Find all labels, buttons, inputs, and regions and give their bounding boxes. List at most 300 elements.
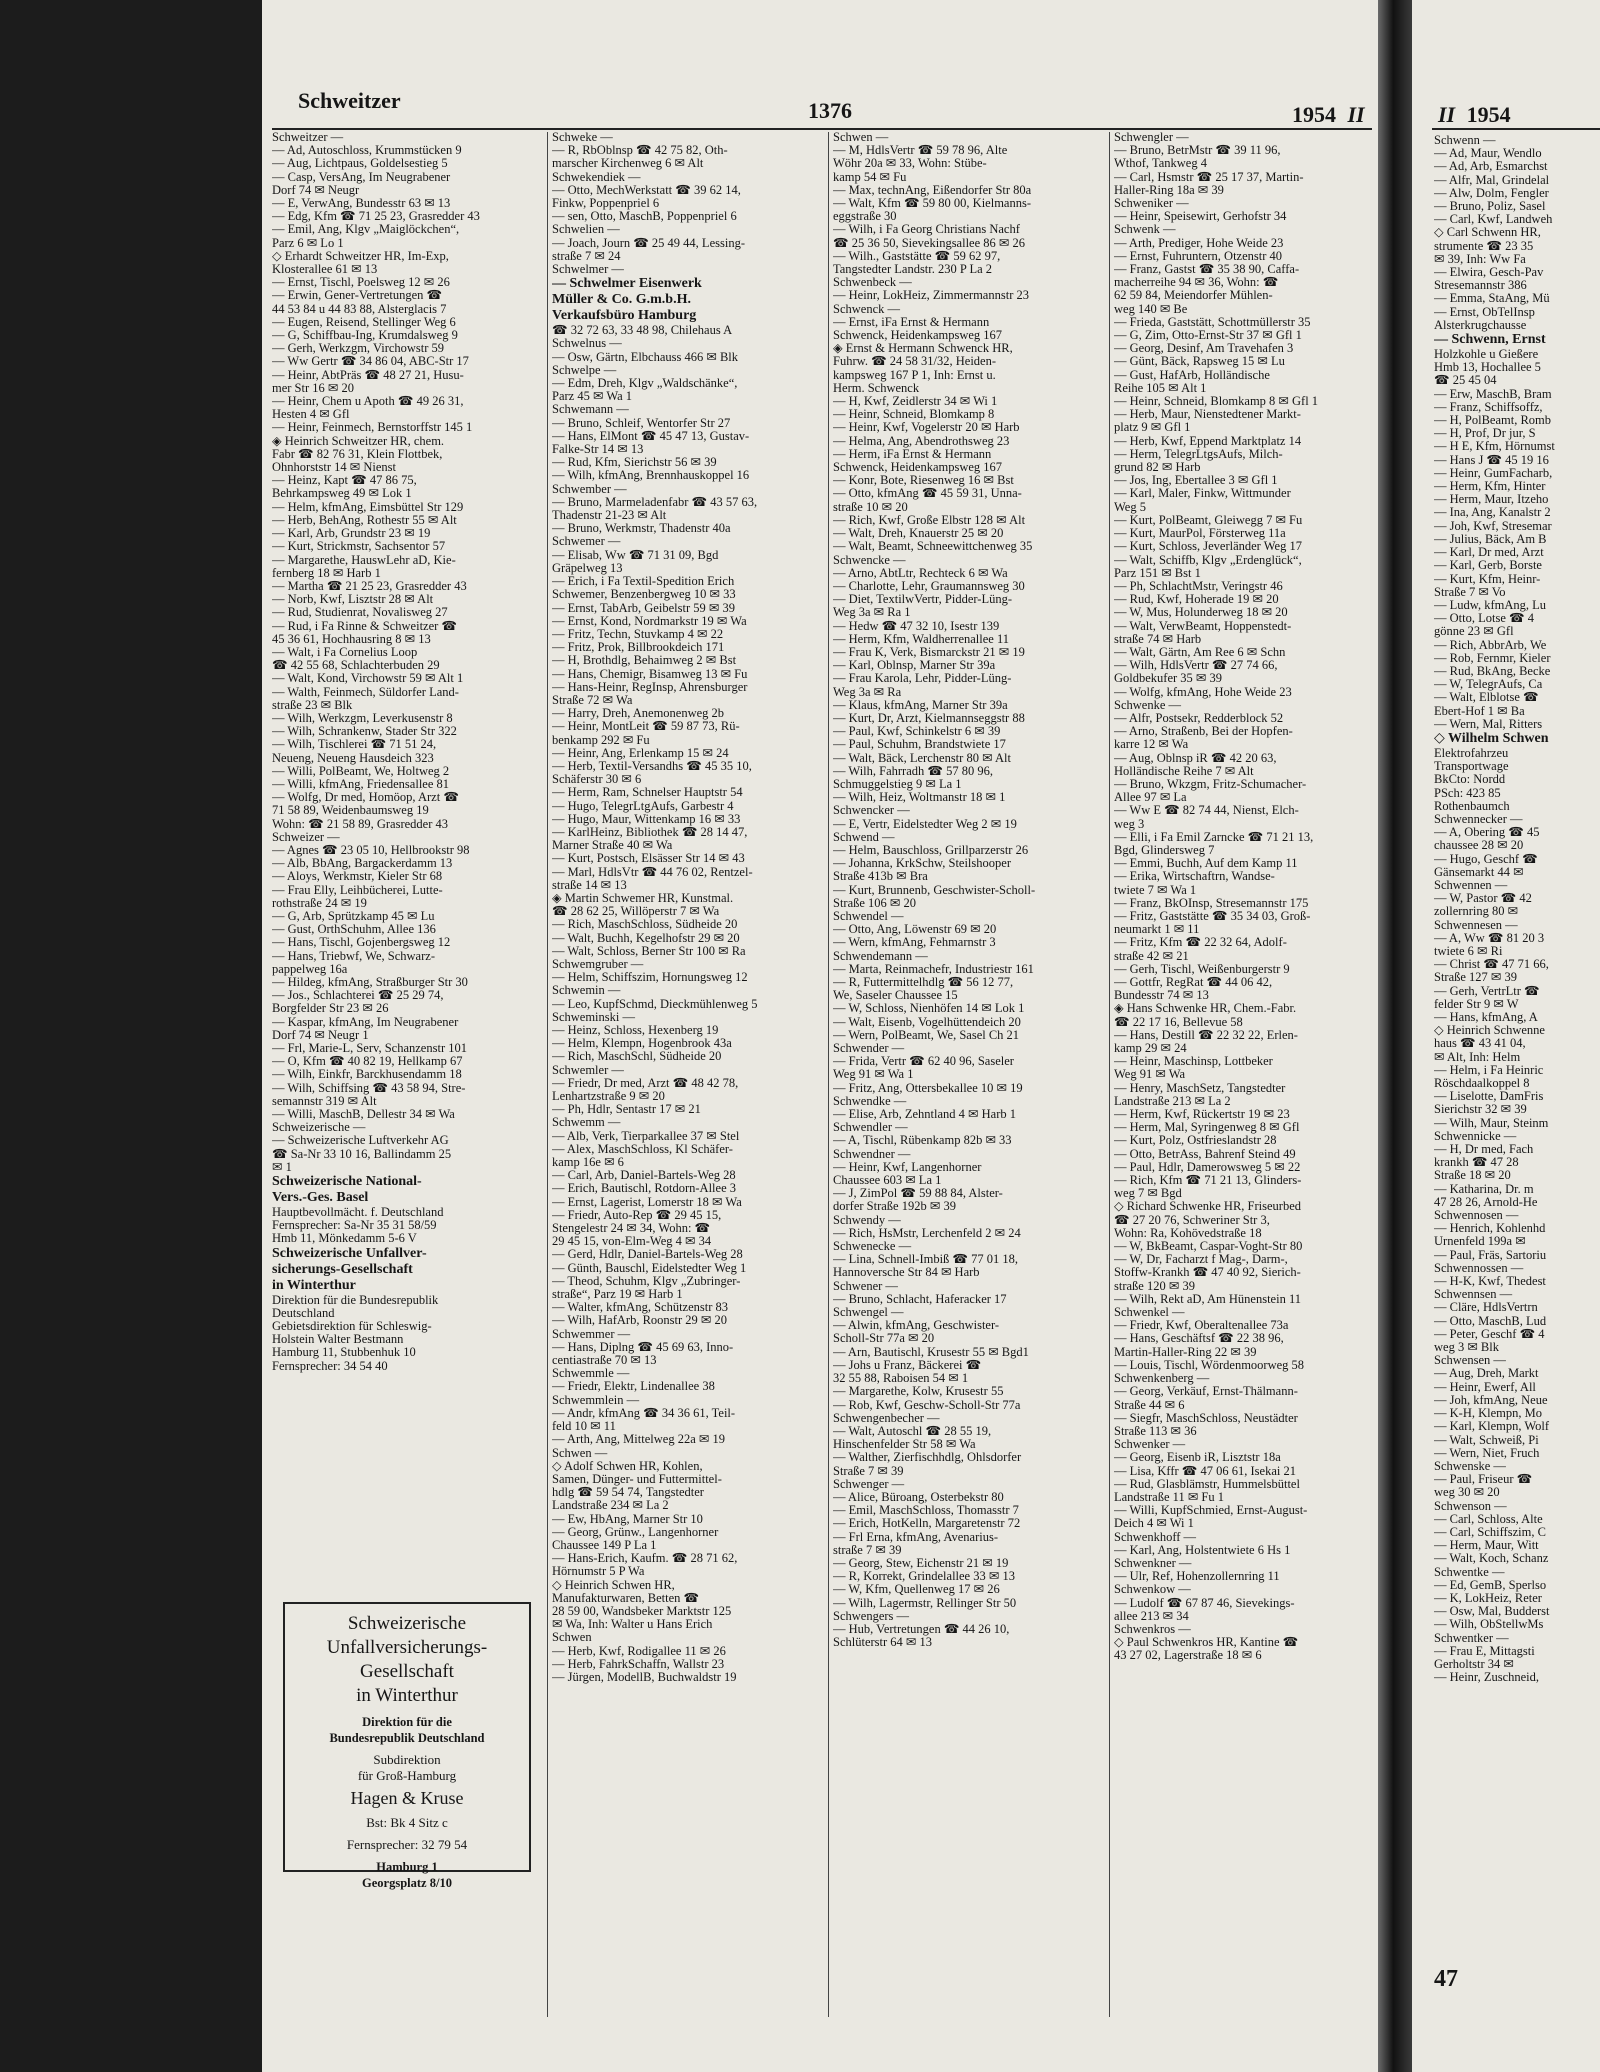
entry-line: — Ph, Hdlr, Sentastr 17 ✉ 21 [552,1103,701,1117]
entry-line: Schwencker — [833,804,910,818]
entry-line: — K-H, Klempn, Mo [1434,1407,1542,1421]
entry-line: Urnenfeld 199a ✉ [1434,1235,1526,1249]
entry-line: — Hugo, Maur, Wittenkamp 16 ✉ 33 [552,812,741,826]
ad-line: Georgsplatz 8/10 [362,1876,452,1890]
entry-line: — A, Tischl, Rübenkamp 82b ✉ 33 [833,1134,1012,1148]
entry-line: — Herm, Maur, Itzeho [1434,493,1549,507]
entry-line: kamp 16e ✉ 6 [552,1156,624,1170]
entry-line: kamp 29 ✉ 24 [1114,1042,1187,1056]
entry-line: rothstraße 24 ✉ 19 [272,896,367,910]
entry-line: Schmuggelstieg 9 ✉ La 1 [833,777,962,791]
entry-line: — Heinr, Schneid, Blomkamp 8 ✉ Gfl 1 [1114,395,1319,409]
entry-line: ✉ Wa, Inh: Walter u Hans Erich [552,1618,713,1632]
entry-line: chaussee 28 ✉ 20 [1434,839,1524,853]
entry-line: — Wolfg, Dr med, Homöop, Arzt ☎ [272,791,459,805]
entry-line: — Wilh, Lagermstr, Rellinger Str 50 [833,1596,1017,1610]
entry-line: — Walther, Zierfischhdlg, Ohlsdorfer [833,1451,1022,1465]
column-divider [1109,132,1110,2017]
entry-line: Stengelestr 24 ✉ 34, Wohn: ☎ [552,1222,711,1236]
entry-line: — G, Arb, Sprützkamp 45 ✉ Lu [272,909,435,923]
entry-line: straße 10 ✉ 20 [833,500,908,514]
entry-line: — Hildeg, kfmAng, Straßburger Str 30 [272,976,468,989]
entry-line: — Erich, Bautischl, Rotdorn-Allee 3 [552,1182,736,1196]
entry-line: 28 59 00, Wandsbeker Marktstr 125 [552,1604,732,1618]
entry-line: — Otto, Lotse ☎ 4 [1434,612,1534,626]
entry-line: — Heinr, Speisewirt, Gerhofstr 34 [1114,210,1287,224]
entry-line: — Otto, BetrAss, Bahrenf Steind 49 [1114,1147,1296,1161]
entry-line: ◇ Adolf Schwen HR, Kohlen, [552,1459,703,1473]
page-header-year [1292,102,1365,128]
entry-line: straße 7 ✉ 39 [833,1543,902,1557]
entry-line: Schwenson — [1434,1499,1507,1513]
entry-line: Schwenske — [1434,1459,1506,1473]
entry-line: — W, Schloss, Nienhöfen 14 ✉ Lok 1 [833,1002,1025,1016]
entry-line: Parz 6 ✉ Lo 1 [272,236,344,250]
entry-line: — Wilh, Fahrradh ☎ 57 80 96, [833,764,993,778]
entry-line: — Wern, PolBeamt, We, Sasel Ch 21 [833,1028,1020,1042]
entry-line: — Kaspar, kfmAng, Im Neugrabener [272,1015,459,1029]
entry-line: — Hans, Geschäftsf ☎ 22 38 96, [1114,1332,1284,1346]
entry-line: — Heinr, Feinmech, Bernstorffstr 145 1 [272,421,473,435]
entry-line: straße“, Parz 19 ✉ Harb 1 [552,1288,683,1302]
entry-line: Schwelnus — [552,337,622,351]
entry-line: — Bruno, Wkzgm, Fritz-Schumacher- [1114,777,1307,791]
entry-line: semannstr 319 ✉ Alt [272,1094,377,1108]
entry-line: — Elwira, Gesch-Pav [1434,266,1544,280]
entry-line: — Helm, i Fa Heinric [1434,1063,1544,1077]
entry-line: — Heinr, MontLeit ☎ 59 87 73, Rü- [552,720,740,734]
entry-line: — Theod, Schuhm, Klgv „Zubringer- [552,1274,741,1288]
entry-line: — Konr, Bote, Riesenweg 16 ✉ Bst [833,474,1014,488]
entry-line: ☎ 25 45 04 [1434,374,1497,388]
entry-line: Elektrofahrzeu [1434,746,1509,760]
entry-line: Haller-Ring 18a ✉ 39 [1114,183,1224,197]
entry-line: Schweizerische National- [272,1174,422,1190]
entry-line: — Herm, Kfm, Waldherrenallee 11 [833,632,1010,646]
entry-line: — Karl, Ang, Holstentwiete 6 Hs 1 [1114,1543,1291,1557]
entry-line: — Heinr, Zuschneid, [1434,1671,1540,1685]
entry-line: — W, TelegrAufs, Ca [1434,678,1543,692]
entry-line: — Joh, Kwf, Stresemar [1434,519,1552,533]
entry-line: — Carl, Schloss, Alte [1434,1512,1543,1526]
entry-line: — Walt, Eisenb, Vogelhüttendeich 20 [833,1015,1021,1029]
entry-line: mer Str 16 ✉ 20 [272,381,354,395]
entry-line: twiete 6 ✉ Ri [1434,944,1503,958]
entry-line: Schwelpe — [552,363,617,377]
entry-line: — Diet, TextilwVertr, Pidder-Lüng- [833,593,1013,607]
entry-line: Weg 5 [1114,500,1146,514]
entry-line: Schwenkow — [1114,1583,1191,1597]
entry-line: Deutschland [272,1306,335,1320]
entry-line: — Herm, Kfm, Hinter [1434,480,1546,494]
entry-line: Manufakturwaren, Betten ☎ [552,1591,700,1605]
entry-line: — Lina, Schnell-Imbiß ☎ 77 01 18, [833,1253,1018,1267]
entry-line: Schwen [552,1631,592,1645]
entry-line: — Hans, Destill ☎ 22 32 22, Erlen- [1114,1028,1298,1042]
entry-line: — Ew, HbAng, Marner Str 10 [552,1512,703,1526]
entry-line: — Herb, Kwf, Eppend Marktplatz 14 [1114,434,1302,448]
entry-line: — Margarethe, HauswLehr aD, Kie- [272,553,456,567]
entry-line: — Günt, Bäck, Rapsweg 15 ✉ Lu [1114,355,1285,369]
entry-line: — Emil, MaschSchloss, Thomasstr 7 [833,1504,1019,1518]
entry-line: — Walt, Gärtn, Am Ree 6 ✉ Schn [1114,645,1286,659]
entry-line: — Aug, Lichtpaus, Goldelsestieg 5 [272,157,448,171]
column-4 [1114,131,1386,1663]
entry-line: — Margarethe, Kolw, Krusestr 55 [833,1385,1004,1399]
entry-line: Chaussee 603 ✉ La 1 [833,1174,942,1188]
entry-line: Schwenkhoff — [1114,1530,1197,1544]
entry-line: straße 74 ✉ Harb [1114,632,1202,646]
entry-line: — Lisa, Kffr ☎ 47 06 61, Isekai 21 [1114,1464,1296,1478]
entry-line: — H, PolBeamt, Romb [1434,414,1552,428]
entry-line: Dorf 74 ✉ Neugr [272,183,360,197]
entry-line: Holländische Reihe 7 ✉ Alt [1114,764,1254,778]
entry-line: — Peter, Geschf ☎ 4 [1434,1327,1545,1341]
entry-line: — Otto, MechWerkstatt ☎ 39 62 14, [552,183,741,197]
entry-line: — Rich, HsMstr, Lerchenfeld 2 ✉ 24 [833,1226,1021,1240]
entry-line: Schwelmer — [552,263,624,277]
entry-line: Straße 18 ✉ 20 [1434,1169,1511,1183]
entry-line: — Walt, Schiffb, Klgv „Erdenglück“, [1114,553,1302,567]
entry-line: — Georg, Desinf, Am Travehafen 3 [1114,342,1294,356]
entry-line: — Bruno, Poliz, Sasel [1434,200,1546,214]
entry-line: — Alw, Dolm, Fengler [1434,186,1549,200]
entry-line: — Ernst, TabArb, Geibelstr 59 ✉ 39 [552,601,735,615]
entry-line: kampsweg 167 P 1, Inh: Ernst u. [833,368,996,382]
entry-line: — Ulr, Ref, Hohenzollernring 11 [1114,1570,1280,1584]
entry-line: — Wern, kfmAng, Fehmarnstr 3 [833,936,996,950]
entry-line: Schwennossen — [1434,1261,1524,1275]
entry-line: — Liselotte, DamFris [1434,1090,1544,1104]
entry-line: — Ina, Ang, Kanalstr 2 [1434,506,1551,520]
entry-line: Schwemmlein — [552,1393,640,1407]
entry-line: — Bruno, Marmeladenfabr ☎ 43 57 63, [552,495,758,509]
page-header-title: Schweitzer [298,88,401,113]
entry-line: Schwentke — [1434,1565,1505,1579]
entry-line: — Gerh, VertrLtr ☎ [1434,984,1540,998]
entry-line: Direktion für die Bundesrepublik [272,1293,439,1307]
entry-line: — Max, technAng, Eißendorfer Str 80a [833,183,1032,197]
entry-line: — Ed, GemB, Sperlso [1434,1578,1547,1592]
entry-line: Schweitzer — [272,131,344,144]
entry-line: — Siegfr, MaschSchloss, Neustädter [1114,1411,1298,1425]
entry-line: — Fritz, Gaststätte ☎ 35 34 03, Groß- [1114,909,1311,923]
entry-line: Alsterkrugchausse [1434,318,1527,332]
entry-line: — H, Prof, Dr jur, S [1434,427,1536,441]
entry-line: — Herm, Ram, Schnelser Hauptstr 54 [552,786,743,800]
entry-line: — Carl, Schiffszim, C [1434,1525,1546,1539]
entry-line: — Wilh, Maur, Steinm [1434,1116,1549,1130]
entry-line: — Norb, Kwf, Lisztstr 28 ✉ Alt [272,593,434,607]
entry-line: Tangstedter Landstr. 230 P La 2 [833,263,993,277]
entry-line: — Heinr, AbtPräs ☎ 48 27 21, Husu- [272,368,464,382]
header-volume-right: II [1438,102,1456,127]
entry-line: 29 45 15, von-Elm-Weg 4 ✉ 34 [552,1235,712,1249]
entry-line: BkCto: Nordd [1434,773,1506,787]
entry-line: — H, Kwf, Zeidlerstr 34 ✉ Wi 1 [833,395,998,409]
entry-line: Martin-Haller-Ring 22 ✉ 39 [1114,1345,1257,1359]
entry-line: — Walt, Kond, Virchowstr 59 ✉ Alt 1 [272,672,464,686]
header-year-right: 1954 [1466,102,1511,127]
entry-line: Schwemler — [552,1063,624,1077]
entry-line: ✉ 1 [272,1160,292,1174]
entry-line: Schwen — [552,1446,608,1460]
entry-line: — Henrich, Kohlenhd [1434,1222,1546,1236]
entry-line: — Johs u Franz, Bäckerei ☎ [833,1358,982,1372]
entry-line: — Alice, Büroang, Osterbekstr 80 [833,1490,1004,1504]
entry-line: — Ww Gertr ☎ 34 86 04, ABC-Str 17 [272,355,469,369]
entry-line: — Kurt, MaurPol, Försterweg 11a [1114,527,1286,541]
entry-line: — Eugen, Reisend, Stellinger Weg 6 [272,315,456,329]
entry-line: Klosterallee 61 ✉ 13 [272,263,378,277]
entry-line: — Friedr, Kwf, Oberaltenallee 73a [1114,1319,1289,1333]
entry-line: — Elise, Arb, Zehntland 4 ✉ Harb 1 [833,1108,1017,1122]
entry-line: Neueng, Neueng Hausdeich 323 [272,751,434,765]
entry-line: — Alb, BbAng, Bargackerdamm 13 [272,857,453,871]
entry-line: platz 9 ✉ Gfl 1 [1114,421,1191,435]
entry-line: — Jos., Schlachterei ☎ 25 29 74, [272,989,444,1003]
entry-line: — Walt, Schweiß, Pi [1434,1433,1539,1447]
entry-line: — Jos, Ing, Ebertallee 3 ✉ Gfl 1 [1114,474,1278,488]
entry-line: Finkw, Poppenpriel 6 [552,197,660,211]
entry-line: Landstraße 213 ✉ La 2 [1114,1094,1231,1108]
header-volume-left: II [1347,102,1365,127]
ad-line: in Winterthur [356,1685,458,1706]
entry-line: 45 36 61, Hochhausring 8 ✉ 13 [272,632,431,646]
entry-line: — Wern, Niet, Fruch [1434,1446,1540,1460]
entry-line: — Carl, Kwf, Landweh [1434,213,1553,227]
entry-line: — Osw, Gärtn, Elbchauss 466 ✉ Blk [552,350,739,364]
entry-line: — Julius, Bäck, Am B [1434,532,1547,546]
ad-line: Direktion für die [362,1715,452,1729]
entry-line: in Winterthur [272,1277,356,1293]
entry-line: — Heinr, Chem u Apoth ☎ 49 26 31, [272,395,464,409]
entry-line: — Joach, Journ ☎ 25 49 44, Lessing- [552,236,745,250]
entry-line: Fernsprecher: 34 54 40 [272,1359,388,1373]
entry-line: Schwener — [833,1279,898,1293]
entry-line: Fabr ☎ 82 76 31, Klein Flottbek, [272,447,443,461]
entry-line: — Ludolf ☎ 67 87 46, Sievekings- [1114,1596,1295,1610]
entry-line: Schwenke — [1114,698,1181,712]
entry-line: Schwendemann — [833,949,928,963]
entry-line: — Frl, Marie-L, Serv, Schanzenstr 101 [272,1042,467,1056]
entry-line: — Elli, i Fa Emil Zarncke ☎ 71 21 13, [1114,830,1314,844]
entry-line: Lenhartzstraße 9 ✉ 20 [552,1090,665,1104]
entry-line: — Friedr, Elektr, Lindenallee 38 [552,1380,715,1394]
entry-line: Borgfelder Str 23 ✉ 26 [272,1002,389,1016]
entry-line: Herm. Schwenck [833,381,920,395]
entry-line: — Helm, kfmAng, Eimsbüttel Str 129 [272,500,464,514]
entry-line: — Herb, BehAng, Rothestr 55 ✉ Alt [272,513,457,527]
entry-line: — Herb, FahrkSchaffn, Wallstr 23 [552,1657,725,1671]
entry-line: — Kurt, Brunnenb, Geschwister-Scholl- [833,883,1036,897]
entry-line: Schwendler — [833,1121,908,1135]
entry-line: ◇ Carl Schwenn HR, [1434,226,1541,240]
entry-line: — Herb, Kwf, Rodigallee 11 ✉ 26 [552,1644,726,1658]
entry-line: Schwemgruber — [552,957,644,971]
entry-line: — Edm, Dreh, Klgv „Waldschänke“, [552,377,738,391]
entry-line: — Wilh, Heiz, Woltmanstr 18 ✉ 1 [833,791,1006,805]
entry-line: — Otto, Ang, Löwenstr 69 ✉ 20 [833,923,997,937]
entry-line: Schwenger — [833,1477,905,1491]
entry-line: — Bruno, Werkmstr, Thadenstr 40a [552,522,731,536]
entry-line: — Gust, OrthSchuhm, Allee 136 [272,923,436,937]
entry-line: — Kurt, PolBeamt, Gleiwegg 7 ✉ Fu [1114,513,1303,527]
entry-line: straße 120 ✉ 39 [1114,1279,1195,1293]
entry-line: — Georg, Stew, Eichenstr 21 ✉ 19 [833,1556,1009,1570]
entry-line: — Franz, Gastst ☎ 35 38 90, Caffa- [1114,263,1300,277]
entry-line: — R, Futtermittelhdlg ☎ 56 12 77, [833,976,1014,989]
entry-line: Schwenkros — [1114,1622,1191,1636]
entry-line: — Friedr, Auto-Rep ☎ 29 45 15, [552,1208,722,1222]
entry-line: Schwendel — [833,909,904,923]
entry-line: — Karl, Gerb, Borste [1434,559,1542,573]
entry-line: — J, ZimPol ☎ 59 88 84, Alster- [833,1187,1003,1201]
entry-line: — Walt, Dreh, Knauerstr 25 ✉ 20 [833,527,1004,541]
entry-line: hdlg ☎ 59 54 74, Tangstedter [552,1486,704,1500]
entry-line: — W, Mus, Holunderweg 18 ✉ 20 [1114,606,1288,620]
entry-line: — Ernst, Fuhruntern, Otzenstr 40 [1114,249,1283,263]
entry-line: Schwend — [833,830,895,844]
entry-line: ☎ 28 62 25, Willöperstr 7 ✉ Wa [552,905,720,919]
header-rule [272,128,1372,130]
entry-line: Landstraße 234 ✉ La 2 [552,1499,669,1513]
entry-line: — Marl, HdlsVtr ☎ 44 76 02, Rentzel- [552,865,753,879]
column-divider [547,132,548,2017]
entry-line: — Wolfg, kfmAng, Hohe Weide 23 [1114,685,1292,699]
entry-line: — Ernst, Lagerist, Lomerstr 18 ✉ Wa [552,1195,742,1209]
entry-line: — Carl, Hsmstr ☎ 25 17 37, Martin- [1114,170,1304,184]
entry-line: — Hans, ElMont ☎ 45 47 13, Gustav- [552,429,750,443]
entry-line: — Ad, Arb, Esmarchst [1434,160,1548,174]
entry-line: — Karl, Klempn, Wolf [1434,1420,1550,1434]
entry-line: Schwencke — [833,553,906,567]
ad-line: Bundesrepublik Deutschland [329,1731,485,1745]
entry-line: Schwen — [833,131,889,144]
entry-line: kamp 54 ✉ Fu [833,170,907,184]
entry-line: — Rich, Kwf, Große Elbstr 128 ✉ Alt [833,513,1026,527]
entry-line: — Jürgen, ModellB, Buchwaldstr 19 [552,1670,737,1684]
entry-line: Wohn: Ra, Kohövedstraße 18 [1114,1226,1262,1240]
ad-line: Unfallversicherungs- [326,1637,488,1658]
entry-line: Schwengers — [833,1609,910,1623]
entry-line: — Agnes ☎ 23 05 10, Hellbrookstr 98 [272,843,470,857]
entry-line: — Martha ☎ 21 25 23, Grasredder 43 [272,579,467,593]
entry-line: — Rud, Glasblämstr, Hummelsbüttel [1114,1477,1300,1491]
entry-line: Hmb 13, Hochallee 5 [1434,361,1541,375]
entry-line: — Paul, Hdlr, Damerowsweg 5 ✉ 22 [1114,1160,1301,1174]
ad-line: Gesellschaft [360,1661,454,1682]
entry-line: ☎ 27 20 76, Schweriner Str 3, [1114,1213,1270,1227]
entry-line: ☎ 32 72 63, 33 48 98, Chilehaus A [552,324,733,338]
column-divider [828,132,829,2017]
entry-line: Schwendner — [833,1147,911,1161]
entry-line: Goldbekufer 35 ✉ 39 [1114,672,1223,686]
entry-line: — Arno, AbtLtr, Rechteck 6 ✉ Wa [833,566,1008,580]
column-3 [833,131,1105,1649]
entry-line: — Hans, Tischl, Gojenbergsweg 12 [272,936,451,950]
entry-line: — KarlHeinz, Bibliothek ☎ 28 14 47, [552,825,748,839]
entry-line: marscher Kirchenweg 6 ✉ Alt [552,157,704,171]
ad-line: Hagen & Kruse [350,1788,464,1808]
entry-line: — Wilh, kfmAng, Brennhauskoppel 16 [552,469,750,483]
entry-line: — Willi, PolBeamt, We, Holtweg 2 [272,764,450,778]
entry-line: Schwennosen — [1434,1209,1519,1223]
entry-line: — Hans-Erich, Kaufm. ☎ 28 71 62, [552,1552,738,1566]
entry-line: — Hans, kfmAng, A [1434,1011,1538,1024]
entry-line: — Heinr, Maschinsp, Lottbeker [1114,1055,1273,1069]
entry-line: — Alb, Verk, Tierparkallee 37 ✉ Stel [552,1129,740,1143]
entry-line: — Fritz, Kfm ☎ 22 32 64, Adolf- [1114,936,1287,950]
entry-line: Falke-Str 14 ✉ 13 [552,443,644,457]
entry-line: Schwenck — [833,302,900,316]
entry-line: — Ad, Autoschloss, Krummstücken 9 [272,144,462,158]
entry-line: — Paul, Kwf, Schinkelstr 6 ✉ 39 [833,725,1001,739]
entry-line: — Gerd, Hdlr, Daniel-Bartels-Weg 28 [552,1248,743,1262]
entry-line: — Gerh, Tischl, Weißenburgerstr 9 [1114,962,1290,976]
entry-line: — W, BkBeamt, Caspar-Voght-Str 80 [1114,1240,1303,1254]
entry-line: — Wilh, Werkzgm, Leverkusenstr 8 [272,711,453,725]
entry-line: — G, Schiffbau-Ing, Krumdalsweg 9 [272,329,458,343]
entry-line: — Arth, Ang, Mittelweg 22a ✉ 19 [552,1433,725,1447]
entry-line: — Elisab, Ww ☎ 71 31 09, Bgd [552,548,719,562]
entry-line: — K, LokHeiz, Reter [1434,1591,1542,1605]
entry-line: — Herm, TelegrLtgsAufs, Milch- [1114,447,1283,461]
entry-line: — Harry, Dreh, Anemonenweg 2b [552,707,725,721]
entry-line: ◇ Heinrich Schwenne [1434,1024,1545,1038]
entry-line: — Heinr, Schneid, Blomkamp 8 [833,408,995,422]
advertisement-box [283,1602,531,1890]
entry-line: straße 42 ✉ 21 [1114,949,1189,963]
entry-line: — A, Ww ☎ 81 20 3 [1434,931,1545,945]
entry-line: ◈ Hans Schwenke HR, Chem.-Fabr. [1114,1002,1297,1016]
entry-line: — Walt, Kfm ☎ 59 80 00, Kielmanns- [833,197,1031,211]
entry-line: Röschdaalkoppel 8 [1434,1077,1530,1091]
entry-line: — Paul, Schuhm, Brandstwiete 17 [833,738,1006,752]
entry-line: Stresemannstr 386 [1434,279,1527,293]
entry-line: — Walt, i Fa Cornelius Loop [272,645,418,659]
entry-line: Rothenbaumch [1434,799,1510,813]
entry-line: twiete 7 ✉ Wa 1 [1114,883,1197,897]
entry-line: Straße 106 ✉ 20 [833,896,917,910]
entry-line: Schwemann — [552,403,629,417]
entry-line: — Heinr, Ewerf, All [1434,1380,1536,1394]
entry-line: Hörnumstr 5 P Wa [552,1565,645,1579]
entry-line: grund 82 ✉ Harb [1114,461,1201,475]
entry-line: — Friedr, Dr med, Arzt ☎ 48 42 78, [552,1076,739,1090]
entry-line: Chaussee 149 P La 1 [552,1538,657,1552]
entry-line: — Bruno, Schleif, Wentorfer Str 27 [552,416,731,430]
entry-line: — A, Obering ☎ 45 [1434,826,1540,840]
entry-line: — Gust, HafArb, Holländische [1114,368,1270,382]
entry-line: — Klaus, kfmAng, Marner Str 39a [833,698,1008,712]
entry-line: — Leo, KupfSchmd, Dieckmühlenweg 5 [552,997,758,1011]
entry-line: Schwensen — [1434,1354,1506,1368]
entry-line: — Wilh., Gaststätte ☎ 59 62 97, [833,249,1001,263]
entry-line: — Hans-Heinr, RegInsp, Ahrensburger [552,680,748,694]
entry-line: Schwemmer — [552,1327,631,1341]
entry-line: Straße 44 ✉ 6 [1114,1398,1185,1412]
entry-line: — Willi, MaschB, Dellestr 34 ✉ Wa [272,1108,455,1122]
entry-line: krankh ☎ 47 28 [1434,1156,1519,1170]
entry-line: PSch: 423 85 [1434,786,1501,800]
entry-line: Fuhrw. ☎ 24 58 31/32, Heiden- [833,355,997,369]
entry-line: — Christ ☎ 47 71 66, [1434,958,1549,972]
entry-line: Schwemer — [552,535,621,549]
entry-line: — Erich, i Fa Textil-Spedition Erich [552,575,735,589]
entry-line: pappelweg 16a [272,962,348,976]
entry-line: — Erwin, Gener-Vertretungen ☎ [272,289,443,303]
